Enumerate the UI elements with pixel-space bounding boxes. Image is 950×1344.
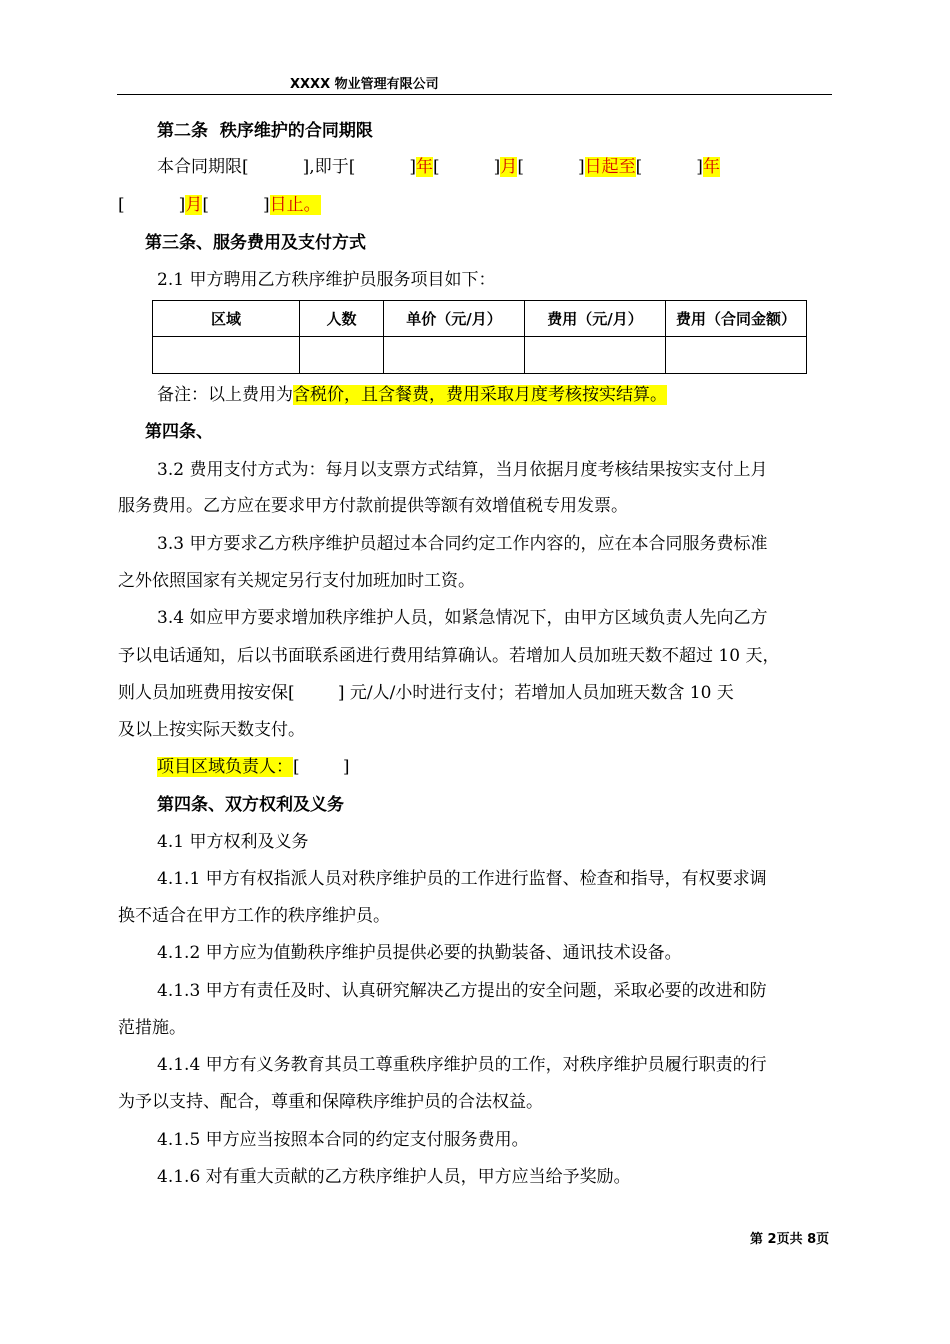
- month-label: 月: [500, 157, 518, 177]
- col-header-area: 区域: [153, 301, 300, 337]
- term-text-f: [ ]: [202, 195, 270, 215]
- para-4-1-4-line-1: 4.1.4 甲方有义务教育其员工尊重秩序维护员的工作，对秩序维护员履行职责的行: [157, 1055, 767, 1075]
- para-3-3-line-1: 3.3 甲方要求乙方秩序维护员超过本合同约定工作内容的，应在本合同服务费标准: [157, 534, 768, 554]
- year-label-2: 年: [702, 157, 720, 177]
- para-4-1-3-line-2: 范措施。: [118, 1018, 186, 1038]
- header-rule: [117, 94, 832, 95]
- para-3-4-line-3: 则人员加班费用按安保[ ] 元/人/小时进行支付；若增加人员加班天数含 10 天: [118, 683, 734, 703]
- article-4-title: 第四条、: [145, 422, 213, 442]
- para-3-2-line-2: 服务费用。乙方应在要求甲方付款前提供等额有效增值税专用发票。: [118, 496, 628, 516]
- term-text-a: 本合同期限[ ],即于[ ]: [157, 157, 417, 177]
- cell-contract-amount: [666, 337, 807, 374]
- cell-unit-price: [384, 337, 525, 374]
- para-4-1-2: 4.1.2 甲方应为值勤秩序维护员提供必要的执勤装备、通讯技术设备。: [157, 943, 682, 963]
- para-3-2-line-1: 3.2 费用支付方式为：每月以支票方式结算，当月依据月度考核结果按实支付上月: [157, 460, 768, 480]
- para-3-4-line-4: 及以上按实际天数支付。: [118, 720, 305, 740]
- page-number: 第 2页共 8页: [750, 1232, 830, 1247]
- para-4-1-1-line-2: 换不适合在甲方工作的秩序维护员。: [118, 906, 390, 926]
- end-label: 日止。: [269, 195, 321, 215]
- project-manager-label: 项目区域负责人：: [157, 757, 293, 777]
- article-3-title: 第三条、服务费用及支付方式: [145, 233, 366, 253]
- fee-note-highlight: 含税价，且含餐费，费用采取月度考核按实结算。: [293, 385, 667, 405]
- term-text-e: [ ]: [118, 195, 186, 215]
- article-2-title: 第二条 秩序维护的合同期限: [157, 121, 373, 141]
- para-4-1-3-line-1: 4.1.3 甲方有责任及时、认真研究解决乙方提出的安全问题，采取必要的改进和防: [157, 981, 767, 1001]
- cell-monthly-fee: [525, 337, 666, 374]
- project-manager-blank: [ ]: [293, 757, 350, 777]
- para-4-1-1-line-1: 4.1.1 甲方有权指派人员对秩序维护员的工作进行监督、检查和指导，有权要求调: [157, 869, 767, 889]
- cell-area: [153, 337, 300, 374]
- month-label-2: 月: [185, 195, 203, 215]
- para-3-4-line-1: 3.4 如应甲方要求增加秩序维护人员，如紧急情况下，由甲方区域负责人先向乙方: [157, 608, 768, 628]
- para-3-4-line-2: 予以电话通知，后以书面联系函进行费用结算确认。若增加人员加班天数不超过 10 天，: [118, 646, 780, 666]
- fee-table-header-row: [153, 301, 807, 337]
- term-text-d: [ ]: [635, 157, 703, 177]
- document-header: XXXX 物业管理有限公司: [290, 77, 439, 92]
- start-label: 日起至: [584, 157, 636, 177]
- rights-title: 第四条、双方权利及义务: [157, 795, 344, 815]
- fee-note-prefix: 备注：以上费用为: [157, 385, 293, 405]
- contract-term-line-2: [118, 194, 321, 216]
- cell-headcount: [300, 337, 384, 374]
- article-3-intro: 2.1 甲方聘用乙方秩序维护员服务项目如下：: [157, 270, 496, 290]
- year-label: 年: [416, 157, 434, 177]
- col-header-monthly-fee: 费用（元/月）: [525, 301, 666, 337]
- col-header-contract-amount: 费用（合同金额）: [666, 301, 807, 337]
- contract-term-line-1: [157, 156, 720, 178]
- col-header-unit-price: 单价（元/月）: [384, 301, 525, 337]
- fee-note: [157, 384, 667, 406]
- para-4-1-4-line-2: 为予以支持、配合，尊重和保障秩序维护员的合法权益。: [118, 1092, 543, 1112]
- term-text-c: [ ]: [517, 157, 585, 177]
- para-4-1-5: 4.1.5 甲方应当按照本合同的约定支付服务费用。: [157, 1130, 529, 1150]
- para-3-3-line-2: 之外依照国家有关规定另行支付加班加时工资。: [118, 571, 475, 591]
- col-header-headcount: 人数: [300, 301, 384, 337]
- table-row: [153, 337, 807, 374]
- fee-table: [152, 300, 807, 374]
- term-text-b: [ ]: [433, 157, 501, 177]
- project-manager-line: [157, 756, 350, 778]
- para-4-1: 4.1 甲方权利及义务: [157, 832, 309, 852]
- para-4-1-6: 4.1.6 对有重大贡献的乙方秩序维护人员，甲方应当给予奖励。: [157, 1167, 631, 1187]
